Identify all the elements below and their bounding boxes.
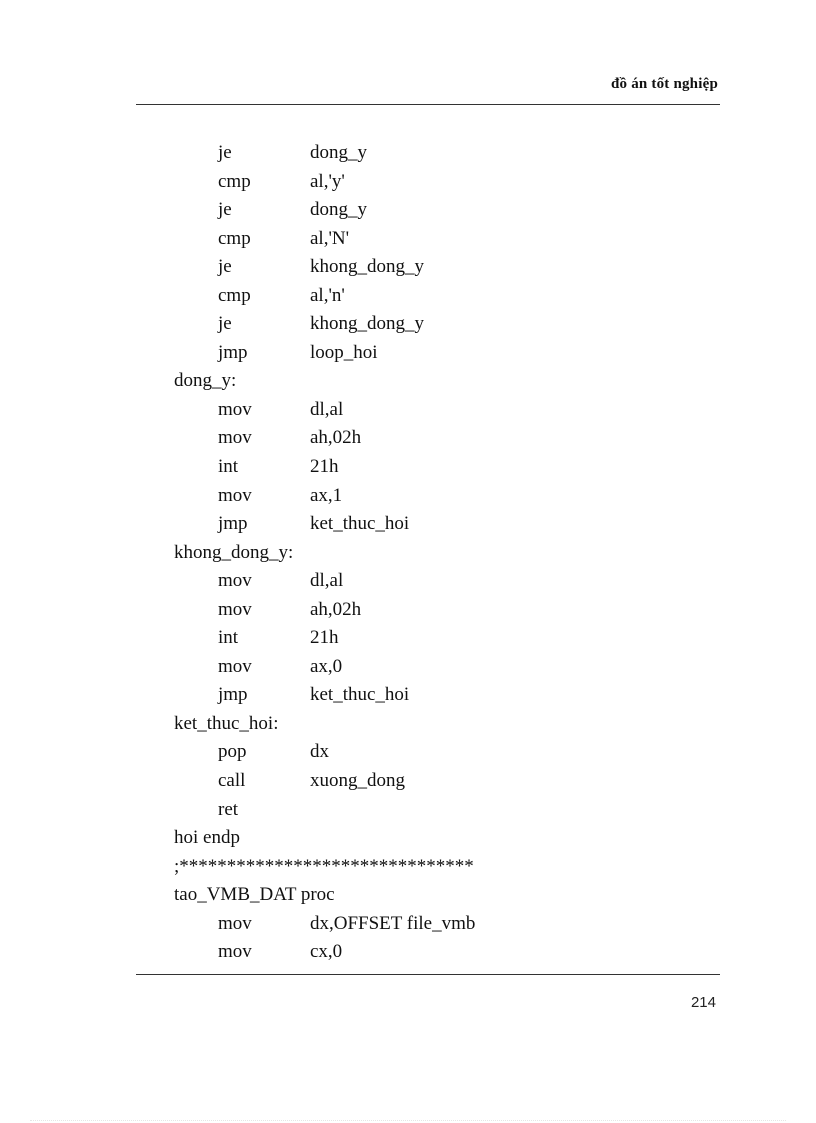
- code-opcode: jmp: [218, 341, 248, 363]
- code-operand: al,'n': [310, 284, 345, 306]
- code-label: khong_dong_y:: [174, 541, 294, 563]
- code-opcode: call: [218, 770, 246, 792]
- code-opcode: int: [218, 456, 239, 478]
- code-instruction-line: [0, 225, 816, 254]
- code-operand: cx,0: [310, 941, 343, 963]
- code-opcode: cmp: [218, 227, 251, 249]
- code-label: ;*******************************: [174, 855, 474, 877]
- code-label-line: [0, 881, 816, 910]
- code-instruction-line: [0, 796, 816, 825]
- code-label: ket_thuc_hoi:: [174, 712, 279, 734]
- code-opcode: mov: [218, 598, 252, 620]
- code-label-line: [0, 367, 816, 396]
- code-label: dong_y:: [174, 370, 237, 392]
- code-operand: dong_y: [310, 199, 367, 221]
- code-opcode: cmp: [218, 170, 251, 192]
- code-label-line: [0, 539, 816, 568]
- code-opcode: je: [218, 142, 232, 163]
- code-operand: ax,0: [310, 655, 343, 677]
- code-instruction-line: [0, 453, 816, 482]
- header-divider: [136, 104, 720, 105]
- code-instruction-line: [0, 910, 816, 939]
- code-instruction-line: [0, 339, 816, 368]
- code-instruction-line: [0, 196, 816, 225]
- code-instruction-line: [0, 310, 816, 339]
- code-instruction-line: [0, 139, 816, 168]
- code-operand: dx: [310, 741, 329, 763]
- code-operand: dl,al: [310, 398, 344, 420]
- page-header-title: đồ án tốt nghiệp: [611, 76, 718, 92]
- code-instruction-line: [0, 938, 816, 967]
- code-operand: ax,1: [310, 484, 343, 506]
- code-instruction-line: [0, 738, 816, 767]
- code-operand: loop_hoi: [310, 341, 378, 363]
- code-instruction-line: [0, 567, 816, 596]
- code-operand: ket_thuc_hoi: [310, 513, 410, 535]
- code-label: hoi endp: [174, 827, 240, 849]
- code-operand: al,'N': [310, 227, 350, 249]
- code-instruction-line: [0, 396, 816, 425]
- code-instruction-line: [0, 168, 816, 197]
- code-operand: al,'y': [310, 170, 345, 192]
- footer-divider: [136, 974, 720, 975]
- code-opcode: mov: [218, 655, 252, 677]
- code-label-line: [0, 710, 816, 739]
- code-operand: ah,02h: [310, 598, 362, 620]
- code-opcode: mov: [218, 941, 252, 963]
- code-opcode: je: [218, 313, 232, 335]
- page-bottom-edge: [30, 1120, 786, 1121]
- code-opcode: ret: [218, 798, 239, 820]
- code-opcode: int: [218, 627, 239, 649]
- code-opcode: je: [218, 256, 232, 278]
- code-instruction-line: [0, 482, 816, 511]
- code-opcode: je: [218, 199, 232, 221]
- code-opcode: jmp: [218, 513, 248, 535]
- code-listing: [0, 139, 816, 967]
- code-instruction-line: [0, 624, 816, 653]
- code-operand: khong_dong_y: [310, 256, 424, 278]
- code-instruction-line: [0, 767, 816, 796]
- code-operand: ah,02h: [310, 427, 362, 449]
- code-instruction-line: [0, 653, 816, 682]
- code-operand: dx,OFFSET file_vmb: [310, 912, 476, 934]
- code-opcode: mov: [218, 570, 252, 592]
- code-instruction-line: [0, 681, 816, 710]
- code-instruction-line: [0, 596, 816, 625]
- code-label-line: [0, 853, 816, 882]
- code-opcode: mov: [218, 912, 252, 934]
- code-opcode: cmp: [218, 284, 251, 306]
- code-operand: 21h: [310, 627, 339, 649]
- code-operand: khong_dong_y: [310, 313, 424, 335]
- code-operand: ket_thuc_hoi: [310, 684, 410, 706]
- code-opcode: mov: [218, 398, 252, 420]
- code-opcode: mov: [218, 484, 252, 506]
- code-instruction-line: [0, 424, 816, 453]
- code-opcode: pop: [218, 741, 247, 763]
- code-instruction-line: [0, 253, 816, 282]
- code-operand: dl,al: [310, 570, 344, 592]
- code-instruction-line: [0, 282, 816, 311]
- code-operand: dong_y: [310, 142, 367, 163]
- code-operand: 21h: [310, 456, 339, 478]
- code-label-line: [0, 824, 816, 853]
- code-instruction-line: [0, 510, 816, 539]
- code-label: tao_VMB_DAT proc: [174, 884, 335, 906]
- code-operand: xuong_dong: [310, 770, 405, 792]
- code-opcode: mov: [218, 427, 252, 449]
- code-opcode: jmp: [218, 684, 248, 706]
- page-number: 214: [690, 994, 716, 1011]
